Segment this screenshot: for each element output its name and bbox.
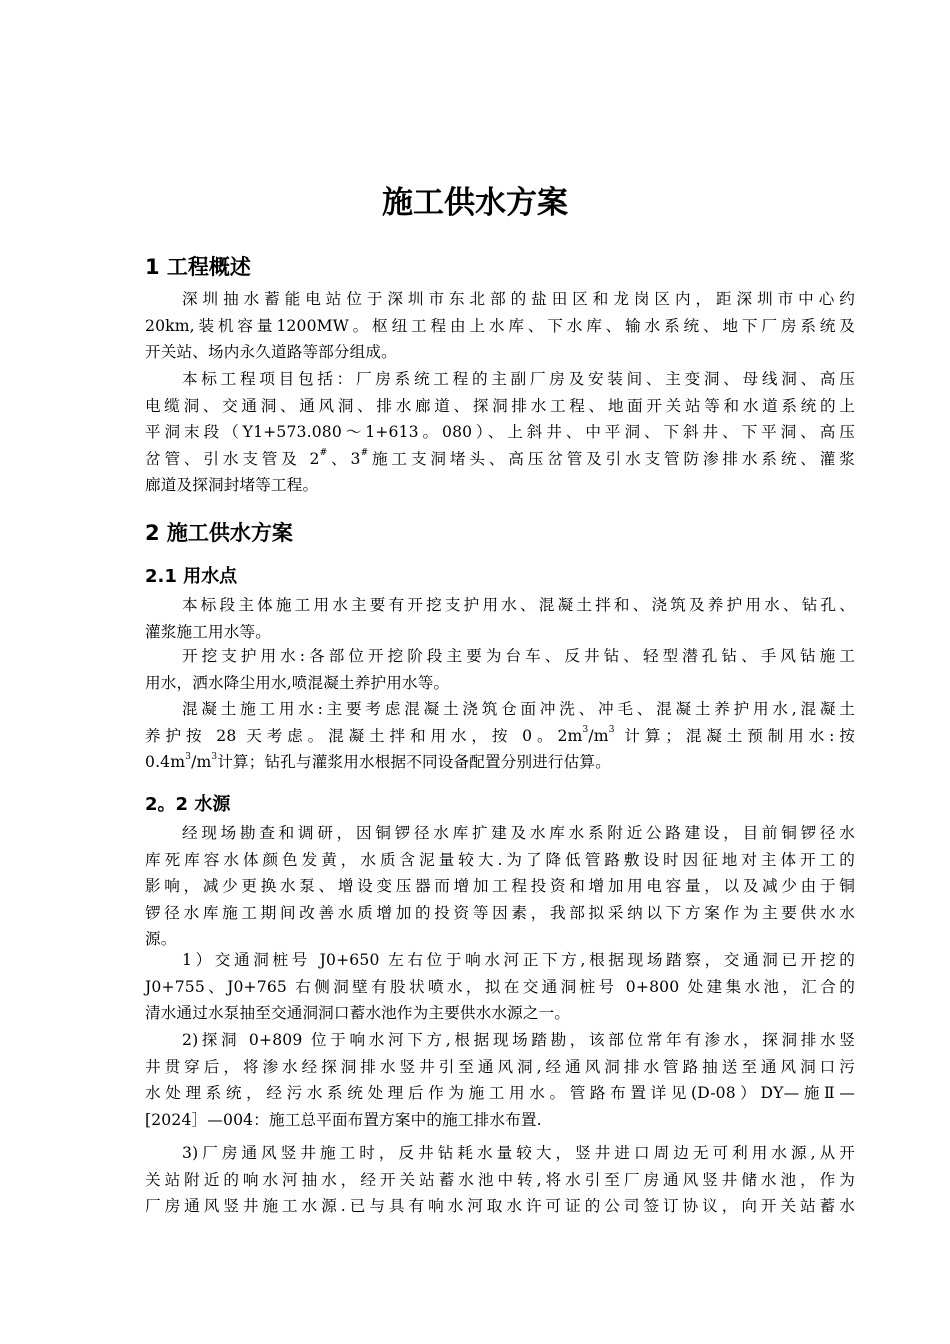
text-line: 灌浆施工用水等。: [145, 622, 271, 641]
text-line: 库死库容水体颜色发黄，水质含泥量较大.为了降低管路敷设时因征地对主体开工的: [145, 850, 855, 869]
text-line: 开挖支护用水:各部位开挖阶段主要为台车、反井钻、轻型潜孔钻、手风钻施工: [182, 647, 855, 665]
text-run: /m: [191, 753, 212, 771]
text-line: 廊道及探洞封堵等工程。: [145, 476, 319, 494]
text-line: 2)探洞 0+809 位于响水河下方,根据现场踏勘，该部位常年有渗水，探洞排水竖: [182, 1031, 855, 1049]
document-title: 施工供水方案: [382, 185, 568, 221]
text-run: 0.4m: [145, 753, 186, 771]
superscript: #: [360, 448, 369, 459]
text-line: 20km,装机容量1200MW。枢纽工程由上水库、下水库、输水系统、地下厂房系统及: [145, 316, 855, 335]
section-1-heading: 1 工程概述: [145, 255, 251, 279]
section-2-2-paragraph-1: [145, 820, 855, 953]
section-2-heading: 2 施工供水方案: [145, 521, 293, 545]
text-line: 关站附近的响水河抽水，经开关站蓄水池中转,将水引至厂房通风竖井储水池，作为: [145, 1170, 855, 1189]
text-run: 计算；混凝土预制用水:按: [614, 726, 855, 745]
text-run: 施工支洞堵头、高压岔管及引水支管防渗排水系统、灌浆: [368, 449, 855, 468]
section-2-1-paragraph-3: [145, 696, 855, 776]
section-2-2-paragraph-2: [145, 947, 855, 1027]
section-2-2-heading: 2。2 水源: [145, 794, 231, 815]
text-line: 锣径水库施工期间改善水质增加的投资等因素，我部拟采纳以下方案作为主要供水水: [145, 903, 855, 922]
text-line: 用水，洒水降尘用水,喷混凝土养护用水等。: [145, 673, 450, 692]
text-line: 平洞末段（Y1+573.080～1+613。080）、上斜井、中平洞、下斜井、下平洞、高压: [145, 423, 855, 441]
superscript: 3: [582, 725, 589, 736]
text-run: /m: [588, 726, 609, 745]
text-line: [145, 446, 855, 473]
text-line: 清水通过水泵抽至交通洞洞口蓄水池作为主要供水水源之一。: [145, 1004, 571, 1022]
section-2-1-heading: 2.1 用水点: [145, 566, 238, 587]
superscript: 3: [185, 751, 192, 762]
text-line: 经现场勘查和调研，因铜锣径水库扩建及水库水系附近公路建设，目前铜锣径水: [182, 824, 855, 842]
text-line: 水处理系统，经污水系统处理后作为施工用水。管路布置详见(D-08）DY—施Ⅱ—: [145, 1084, 855, 1102]
section-2-1-paragraph-1: [145, 592, 855, 645]
text-line: 源。: [145, 930, 177, 948]
text-line: 厂房通风竖井施工水源.已与具有响水河取水许可证的公司签订协议，向开关站蓄水: [145, 1197, 855, 1215]
section-2-1-paragraph-2: [145, 643, 855, 696]
section-2-2-paragraph-3: [145, 1027, 855, 1133]
text-line: [145, 749, 855, 776]
text-line: 井贯穿后，将渗水经探洞排水竖井引至通风洞,经通风洞排水管路抽送至通风洞口污: [145, 1057, 855, 1076]
section-1-paragraph-1: [145, 286, 855, 366]
superscript: 3: [211, 751, 218, 762]
text-line: 本标段主体施工用水主要有开挖支护用水、混凝土拌和、浇筑及养护用水、钻孔、: [182, 596, 855, 614]
text-line: [145, 723, 855, 750]
text-line: 电缆洞、交通洞、通风洞、排水廊道、探洞排水工程、地面开关站等和水道系统的上: [145, 396, 855, 415]
text-line: 开关站、场内永久道路等部分组成。: [145, 343, 397, 361]
text-line: 深圳抽水蓄能电站位于深圳市东北部的盐田区和龙岗区内，距深圳市中心约: [182, 290, 855, 308]
superscript: #: [319, 448, 328, 459]
text-run: 养护按 28 天考虑。混凝土拌和用水，按 0。2m: [145, 726, 583, 745]
text-run: 岔管、引水支管及 2: [145, 449, 320, 468]
text-line: J0+755、J0+765 右侧洞壁有股状喷水，拟在交通洞桩号 0+800 处建集水池，汇合的: [145, 977, 855, 996]
section-1-paragraph-2: [145, 366, 855, 499]
section-2-2-paragraph-4: [145, 1140, 855, 1220]
text-line: 本标工程项目包括：厂房系统工程的主副厂房及安装间、主变洞、母线洞、高压: [182, 370, 855, 388]
text-line: 3)厂房通风竖井施工时，反井钻耗水量较大，竖井进口周边无可利用水源,从开: [182, 1144, 855, 1162]
superscript: 3: [608, 725, 615, 736]
text-line: 混凝土施工用水:主要考虑混凝土浇筑仓面冲洗、冲毛、混凝土养护用水,混凝土: [182, 700, 855, 718]
text-run: 、3: [327, 449, 361, 468]
text-line: 影响，减少更换水泵、增设变压器而增加工程投资和增加用电容量，以及减少由于铜: [145, 877, 855, 895]
text-run: 计算；钻孔与灌浆用水根据不同设备配置分别进行估算。: [217, 753, 611, 771]
text-line: 1）交通洞桩号 J0+650 左右位于响水河正下方,根据现场踏察，交通洞已开挖的: [182, 951, 855, 969]
text-line: [2024］—004：施工总平面布置方案中的施工排水布置.: [145, 1110, 542, 1129]
